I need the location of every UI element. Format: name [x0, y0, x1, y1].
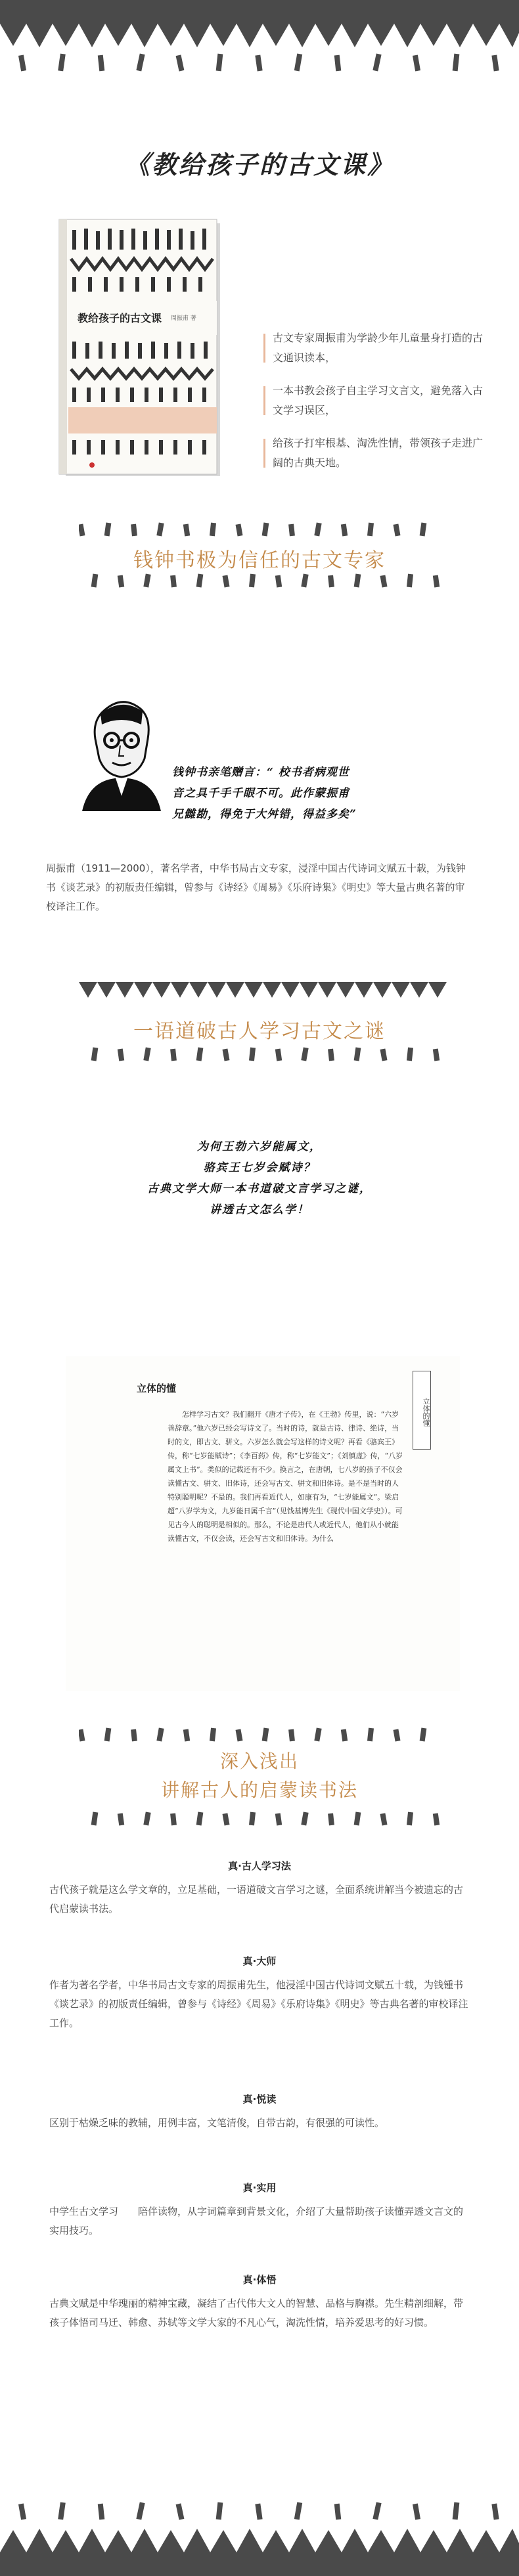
calli-line-1: 为何王勃六岁能属文，	[197, 1140, 322, 1153]
intro-line-3: 给孩子打牢根基、淘洗性情，带领孩子走进广阔的古典天地。	[273, 433, 489, 473]
section3-title-line-2: 讲解古人的启蒙读书法	[160, 1779, 358, 1801]
book-title: 《教给孩子的古文课》	[124, 150, 394, 179]
feature-text: 区别于枯燥乏味的教辅，用例丰富，文笔清俊，自带古韵，有很强的可读性。	[49, 2117, 385, 2129]
feature-text: 中学生古文学习 陪伴读物，从字词篇章到背景文化，介绍了大量帮助孩子读懂弄透文言文的实用技巧。	[49, 2206, 464, 2236]
feature-heading: 真·古人学习法	[228, 1860, 291, 1872]
feature-heading: 真·悦读	[242, 2093, 277, 2105]
calli-line-3: 古典文学大师一本书道破文言学习之谜，	[147, 1182, 372, 1195]
bottom-pattern-band	[0, 2484, 519, 2576]
feature-heading: 真·体悟	[242, 2274, 277, 2286]
sample-page	[66, 1356, 460, 1691]
feature-heading: 真·大师	[242, 1955, 277, 1967]
calli-line-4: 讲透古文怎么学！	[210, 1203, 309, 1216]
section1-title: 钱钟书极为信任的古文专家	[133, 549, 386, 572]
feature-heading: 真·实用	[242, 2182, 277, 2194]
quote-block	[172, 762, 474, 825]
section2-title: 一语道破古人学习古文之谜	[133, 1020, 386, 1043]
sample-page-heading: 立体的懂	[137, 1383, 177, 1394]
intro-line-2: 一本书教会孩子自主学习文言文，避免落入古文学习误区，	[273, 381, 489, 420]
top-pattern-band	[0, 0, 519, 92]
calligraphy-block	[0, 1136, 519, 1220]
sample-page-text: 怎样学习古文？我们翻开《唐才子传》，在《王勃》传里，说：“六岁善辞章。”他六岁已经会写诗文了。当时的诗，就是古诗、律诗、绝诗，当时的文，即古文、骈文。六岁怎么就会写这样的诗文呢？再看《骆宾王》传，称“七岁能赋诗”；《李百药》传，称“七岁能文”；《刘慎虚》传，“八岁属文上书”。类似的记载还有不少。换言之，在唐朝，七八岁的孩子不仅会读懂古文、骈文、旧体诗，还会写古文、骈文和旧体诗。是不是当时的人特别聪明呢？不是的。我们再看近代人，如康有为，“七岁能属文”。梁启超“八岁学为文，九岁能日属千言”（见钱基博先生《现代中国文学史》）。可见古今人的聪明是相似的。那么，不论是唐代人或近代人，他们从小就能读懂古文，不仅会读，还会写古文和旧体诗。为什么	[168, 1410, 403, 1543]
feature-text: 古代孩子就是这么学文章的，立足基础，一语道破文言学习之谜，全面系统讲解当今被遗忘的古代启蒙读书法。	[49, 1884, 464, 1915]
quote-line-1: 钱钟书亲笔赠言：“ 校书者病观世	[172, 766, 350, 779]
feature-text: 古典文赋是中华瑰丽的精神宝藏，凝结了古代伟大文人的智慧、品格与胸襟。先生精剖细解，带孩子体悟司马迁、韩愈、苏轼等文学大家的不凡心气，淘洗性情，培养爱思考的好习惯。	[49, 2298, 464, 2328]
author-bio: 周振甫（1911—2000），著名学者，中华书局古文专家，浸淫中国古代诗词文赋五十载，为钱钟书《谈艺录》的初版责任编辑，曾参与《诗经》《周易》《乐府诗集》《明史》等大量古典名著的审校译注工作。	[46, 862, 466, 912]
section3-title	[0, 1747, 519, 1805]
intro-line-1: 古文专家周振甫为学龄少年儿童量身打造的古文通识读本，	[273, 328, 489, 368]
feature-item	[49, 2092, 470, 2133]
feature-item	[49, 1859, 470, 1919]
quote-line-3: 兄雠勘，得免于大舛错，得益多矣”	[172, 808, 357, 821]
feature-item	[49, 2273, 470, 2332]
sample-page-side-label: 立体的懂	[413, 1371, 431, 1450]
book-cover-author: 周振甫 著	[171, 315, 196, 322]
section3-title-line-1: 深入浅出	[219, 1750, 299, 1772]
feature-item	[49, 1954, 470, 2033]
feature-item	[49, 2181, 470, 2240]
quote-line-2: 音之具千手千眼不可。此作蒙振甫	[172, 787, 350, 800]
portrait-icon	[76, 693, 168, 811]
book-cover-title: 教给孩子的古文课	[78, 312, 162, 324]
calli-line-2: 骆宾王七岁会赋诗？	[203, 1161, 316, 1174]
feature-text: 作者为著名学者，中华书局古文专家的周振甫先生，他浸淫中国古代诗词文赋五十载，为钱锺书《谈艺录》的初版责任编辑，曾参与《诗经》《周易》《乐府诗集》《明史》等古典名著的审校译注工作。	[49, 1979, 468, 2029]
book-cover	[46, 217, 237, 479]
